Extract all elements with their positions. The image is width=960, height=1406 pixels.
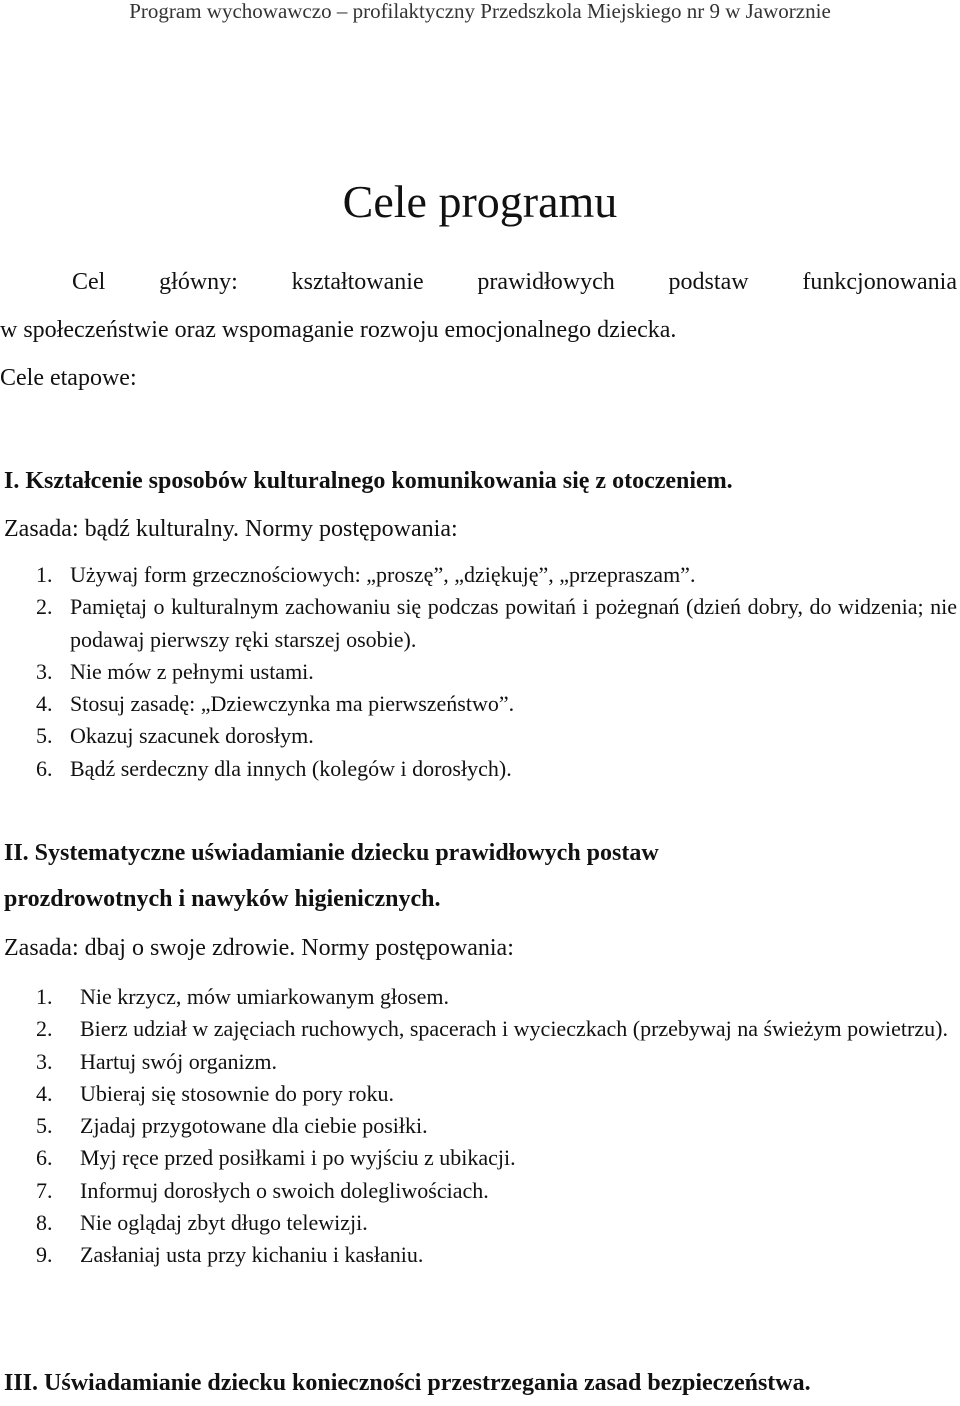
list-item — [0, 753, 957, 785]
list-item — [0, 1078, 957, 1110]
section-2-list — [0, 981, 957, 1272]
list-item-number: 8. — [36, 1210, 53, 1236]
list-item-number: 7. — [36, 1177, 53, 1203]
list-item-text: Stosuj zasadę: „Dziewczynka ma pierwszeństwo”. — [70, 691, 515, 717]
list-item-number: 6. — [36, 1145, 53, 1171]
list-item — [0, 1175, 957, 1207]
stage-goals-label: Cele etapowe: — [0, 365, 137, 391]
list-item-number: 2. — [36, 594, 53, 620]
page-header: Program wychowawczo – profilaktyczny Przedszkola Miejskiego nr 9 w Jaworznie — [129, 0, 831, 23]
list-item-number: 5. — [36, 1113, 53, 1139]
list-item-text: Ubieraj się stosownie do pory roku. — [80, 1080, 395, 1106]
list-item-text: Hartuj swój organizm. — [80, 1048, 277, 1074]
list-item — [0, 981, 957, 1013]
list-item — [0, 1207, 957, 1239]
list-item-number: 9. — [36, 1242, 53, 1268]
list-item-text: Używaj form grzecznościowych: „proszę”, „dziękuję”, „przepraszam”. — [70, 562, 696, 587]
list-item-text: Okazuj szacunek dorosłym. — [70, 723, 314, 749]
list-item — [0, 656, 957, 688]
list-item — [0, 559, 957, 591]
list-item-text: Zjadaj przygotowane dla ciebie posiłki. — [80, 1113, 428, 1139]
page-title: Cele programu — [342, 176, 618, 227]
list-item — [0, 1046, 957, 1078]
list-item-number: 4. — [36, 1080, 53, 1106]
list-item — [0, 688, 957, 720]
list-item — [0, 1239, 957, 1271]
list-item-text: Bądź serdeczny dla innych (kolegów i dorosłych). — [70, 755, 512, 781]
list-item-number: 4. — [36, 691, 53, 717]
list-item — [0, 591, 957, 656]
list-item-number: 6. — [36, 755, 53, 781]
list-item-text: Nie krzycz, mów umiarkowanym głosem. — [80, 984, 450, 1009]
section-1-rule: Zasada: bądź kulturalny. Normy postępowania: — [4, 516, 458, 542]
list-item-number: 5. — [36, 723, 53, 749]
list-item-text: Informuj dorosłych o swoich dolegliwościach. — [80, 1177, 489, 1203]
section-2-heading — [4, 830, 659, 922]
list-item-number: 2. — [36, 1016, 53, 1042]
main-goal-line-2: w społeczeństwie oraz wspomaganie rozwoju emocjonalnego dziecka. — [0, 317, 677, 343]
section-2-heading-line-1: II. Systematyczne uświadamianie dziecku prawidłowych postaw — [4, 840, 659, 866]
list-item-number: 3. — [36, 1048, 53, 1074]
list-item — [0, 1013, 957, 1045]
main-goal-line-1: Cel główny: kształtowanie prawidłowych podstaw funkcjonowania — [72, 269, 957, 295]
section-2-heading-line-2: prozdrowotnych i nawyków higienicznych. — [4, 886, 441, 912]
section-2-rule: Zasada: dbaj o swoje zdrowie. Normy postępowania: — [4, 935, 514, 961]
list-item-number: 1. — [36, 562, 53, 587]
list-item-text: Pamiętaj o kulturalnym zachowaniu się podczas powitań i pożegnań (dzień dobry, do widzenia; nie podawaj pierwszy ręki starszej osobie). — [70, 594, 957, 652]
list-item-text: Nie oglądaj zbyt długo telewizji. — [80, 1210, 368, 1236]
list-item-number: 3. — [36, 658, 53, 684]
section-1-list — [0, 559, 957, 785]
list-item-text: Nie mów z pełnymi ustami. — [70, 658, 314, 684]
list-item — [0, 1110, 957, 1142]
list-item-text: Myj ręce przed posiłkami i po wyjściu z ubikacji. — [80, 1145, 516, 1171]
list-item-number: 1. — [36, 984, 53, 1009]
main-goal-paragraph — [0, 258, 957, 354]
section-3-heading: III. Uświadamianie dziecku konieczności przestrzegania zasad bezpieczeństwa. — [4, 1370, 811, 1396]
list-item — [0, 720, 957, 752]
list-item-text: Zasłaniaj usta przy kichaniu i kasłaniu. — [80, 1242, 424, 1268]
list-item-text: Bierz udział w zajęciach ruchowych, spacerach i wycieczkach (przebywaj na świeżym powietrzu). — [80, 1016, 948, 1042]
list-item — [0, 1142, 957, 1174]
section-1-heading: I. Kształcenie sposobów kulturalnego komunikowania się z otoczeniem. — [4, 468, 733, 494]
